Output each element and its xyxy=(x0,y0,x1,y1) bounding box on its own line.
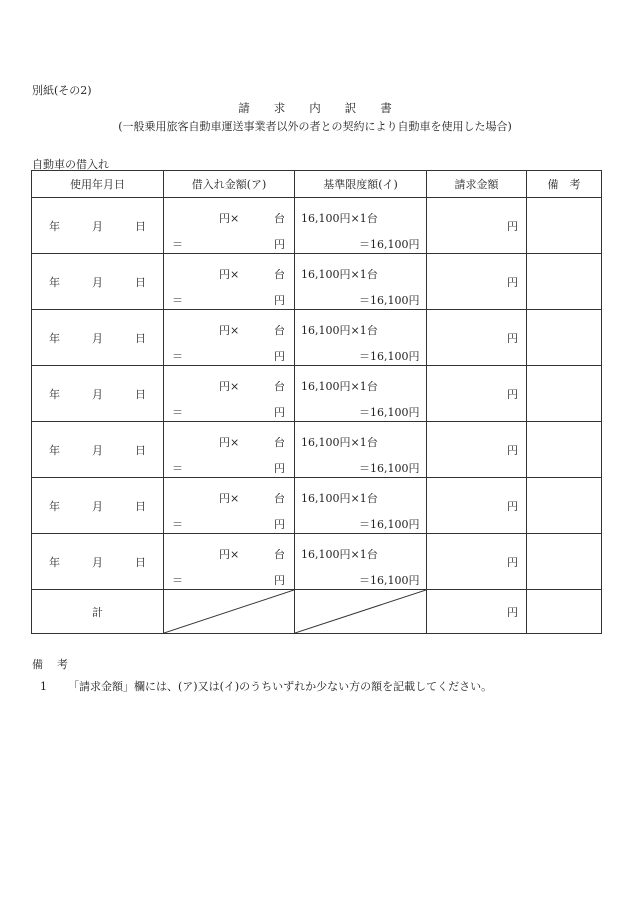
standard-limit-cell xyxy=(295,254,427,310)
rental-yen-times: 円× xyxy=(219,548,240,561)
day-unit: 日 xyxy=(135,499,146,513)
table-row xyxy=(32,254,602,310)
note-number: 1 xyxy=(40,680,47,693)
rental-units-label: 台 xyxy=(274,548,285,561)
month-unit: 月 xyxy=(92,275,103,289)
standard-limit-cell xyxy=(295,366,427,422)
usage-date-cell[interactable] xyxy=(32,478,164,534)
standard-result: ＝16,100円 xyxy=(359,294,420,307)
month-unit: 月 xyxy=(92,555,103,569)
claim-amount-cell[interactable]: 円 xyxy=(427,198,527,254)
rental-equals: ＝ xyxy=(172,574,183,587)
day-unit: 日 xyxy=(135,219,146,233)
standard-result: ＝16,100円 xyxy=(359,574,420,587)
usage-date-cell[interactable] xyxy=(32,534,164,590)
day-unit: 日 xyxy=(135,331,146,345)
usage-date-cell[interactable] xyxy=(32,254,164,310)
month-unit: 月 xyxy=(92,387,103,401)
title-char: 求 xyxy=(273,101,286,115)
remarks-heading-char: 備 xyxy=(32,658,43,671)
claim-breakdown-table xyxy=(31,170,602,634)
rental-units-label: 台 xyxy=(274,268,285,281)
standard-result: ＝16,100円 xyxy=(359,350,420,363)
rental-yen: 円 xyxy=(274,406,285,419)
diagonal-line xyxy=(164,590,294,633)
rental-units-label: 台 xyxy=(274,324,285,337)
standard-result: ＝16,100円 xyxy=(359,518,420,531)
rental-yen: 円 xyxy=(274,350,285,363)
rental-equals: ＝ xyxy=(172,462,183,475)
standard-limit-cell xyxy=(295,534,427,590)
rental-amount-cell[interactable] xyxy=(164,422,295,478)
claim-amount-cell[interactable]: 円 xyxy=(427,254,527,310)
rental-amount-cell[interactable] xyxy=(164,310,295,366)
usage-date-cell[interactable] xyxy=(32,366,164,422)
usage-date-cell[interactable] xyxy=(32,422,164,478)
standard-formula: 16,100円×1台 xyxy=(301,492,378,505)
standard-formula: 16,100円×1台 xyxy=(301,436,378,449)
rental-yen: 円 xyxy=(274,574,285,587)
remarks-cell[interactable] xyxy=(527,310,602,366)
rental-units-label: 台 xyxy=(274,380,285,393)
header-usage-date: 使用年月日 xyxy=(32,171,164,198)
rental-amount-cell[interactable] xyxy=(164,534,295,590)
diagonal-line xyxy=(295,590,426,633)
day-unit: 日 xyxy=(135,387,146,401)
rental-amount-cell[interactable] xyxy=(164,198,295,254)
remarks-cell[interactable] xyxy=(527,366,602,422)
total-row xyxy=(32,590,602,634)
rental-units-label: 台 xyxy=(274,436,285,449)
table-row xyxy=(32,478,602,534)
month-unit: 月 xyxy=(92,331,103,345)
rental-yen-times: 円× xyxy=(219,492,240,505)
standard-formula: 16,100円×1台 xyxy=(301,548,378,561)
rental-yen-times: 円× xyxy=(219,324,240,337)
page-title xyxy=(0,100,630,116)
rental-yen-times: 円× xyxy=(219,436,240,449)
claim-amount-cell[interactable]: 円 xyxy=(427,366,527,422)
standard-result: ＝16,100円 xyxy=(359,238,420,251)
standard-formula: 16,100円×1台 xyxy=(301,324,378,337)
header-rental-amount: 借入れ金額(ア) xyxy=(164,171,295,198)
rental-yen-times: 円× xyxy=(219,380,240,393)
claim-amount-cell[interactable]: 円 xyxy=(427,534,527,590)
total-rental-empty xyxy=(164,590,295,634)
day-unit: 日 xyxy=(135,443,146,457)
remarks-cell[interactable] xyxy=(527,254,602,310)
table-row xyxy=(32,422,602,478)
total-remarks[interactable] xyxy=(527,590,602,634)
rental-equals: ＝ xyxy=(172,406,183,419)
rental-amount-cell[interactable] xyxy=(164,478,295,534)
rental-equals: ＝ xyxy=(172,518,183,531)
rental-amount-cell[interactable] xyxy=(164,366,295,422)
title-char: 内 xyxy=(309,101,321,115)
year-unit: 年 xyxy=(49,555,60,569)
section-label: 自動車の借入れ xyxy=(32,158,109,171)
day-unit: 日 xyxy=(135,275,146,289)
standard-limit-cell xyxy=(295,310,427,366)
remarks-heading xyxy=(32,656,82,672)
header-claim-amount: 請求金額 xyxy=(427,171,527,198)
rental-yen: 円 xyxy=(274,238,285,251)
year-unit: 年 xyxy=(49,443,60,457)
standard-limit-cell xyxy=(295,478,427,534)
remarks-cell[interactable] xyxy=(527,534,602,590)
remarks-cell[interactable] xyxy=(527,478,602,534)
remarks-heading-char: 考 xyxy=(57,658,68,671)
year-unit: 年 xyxy=(49,499,60,513)
rental-yen: 円 xyxy=(274,518,285,531)
table-row xyxy=(32,366,602,422)
header-remarks: 備 考 xyxy=(527,171,602,198)
year-unit: 年 xyxy=(49,275,60,289)
year-unit: 年 xyxy=(49,219,60,233)
remarks-cell[interactable] xyxy=(527,198,602,254)
rental-equals: ＝ xyxy=(172,350,183,363)
page-subtitle: (一般乗用旅客自動車運送事業者以外の者との契約により自動車を使用した場合) xyxy=(118,120,512,133)
standard-formula: 16,100円×1台 xyxy=(301,380,378,393)
rental-equals: ＝ xyxy=(172,238,183,251)
table-row xyxy=(32,310,602,366)
month-unit: 月 xyxy=(92,443,103,457)
rental-yen: 円 xyxy=(274,294,285,307)
rental-units-label: 台 xyxy=(274,492,285,505)
rental-yen: 円 xyxy=(274,462,285,475)
remarks-note xyxy=(40,678,492,694)
attachment-label: 別紙(その2) xyxy=(32,84,92,97)
claim-amount-cell[interactable]: 円 xyxy=(427,310,527,366)
note-text: 「請求金額」欄には、(ア)又は(イ)のうちいずれか少ない方の額を記載してください。 xyxy=(68,680,493,693)
claim-amount-cell[interactable]: 円 xyxy=(427,422,527,478)
rental-yen-times: 円× xyxy=(219,268,240,281)
standard-limit-cell xyxy=(295,198,427,254)
usage-date-cell[interactable] xyxy=(32,198,164,254)
total-claim-amount[interactable]: 円 xyxy=(427,590,527,634)
title-char: 請 xyxy=(238,101,250,115)
claim-amount-cell[interactable]: 円 xyxy=(427,478,527,534)
table-row xyxy=(32,198,602,254)
total-label: 計 xyxy=(32,590,164,634)
standard-formula: 16,100円×1台 xyxy=(301,212,378,225)
table-header-row xyxy=(32,171,602,198)
title-char: 書 xyxy=(380,101,392,115)
month-unit: 月 xyxy=(92,219,103,233)
year-unit: 年 xyxy=(49,387,60,401)
standard-limit-cell xyxy=(295,422,427,478)
rental-amount-cell[interactable] xyxy=(164,254,295,310)
remarks-cell[interactable] xyxy=(527,422,602,478)
table-row xyxy=(32,534,602,590)
standard-formula: 16,100円×1台 xyxy=(301,268,378,281)
rental-yen-times: 円× xyxy=(219,212,240,225)
total-standard-empty xyxy=(295,590,427,634)
standard-result: ＝16,100円 xyxy=(359,462,420,475)
rental-units-label: 台 xyxy=(274,212,285,225)
rental-equals: ＝ xyxy=(172,294,183,307)
year-unit: 年 xyxy=(49,331,60,345)
month-unit: 月 xyxy=(92,499,103,513)
title-char: 訳 xyxy=(344,101,357,115)
standard-result: ＝16,100円 xyxy=(359,406,420,419)
header-standard-limit: 基準限度額(イ) xyxy=(295,171,427,198)
usage-date-cell[interactable] xyxy=(32,310,164,366)
day-unit: 日 xyxy=(135,555,146,569)
